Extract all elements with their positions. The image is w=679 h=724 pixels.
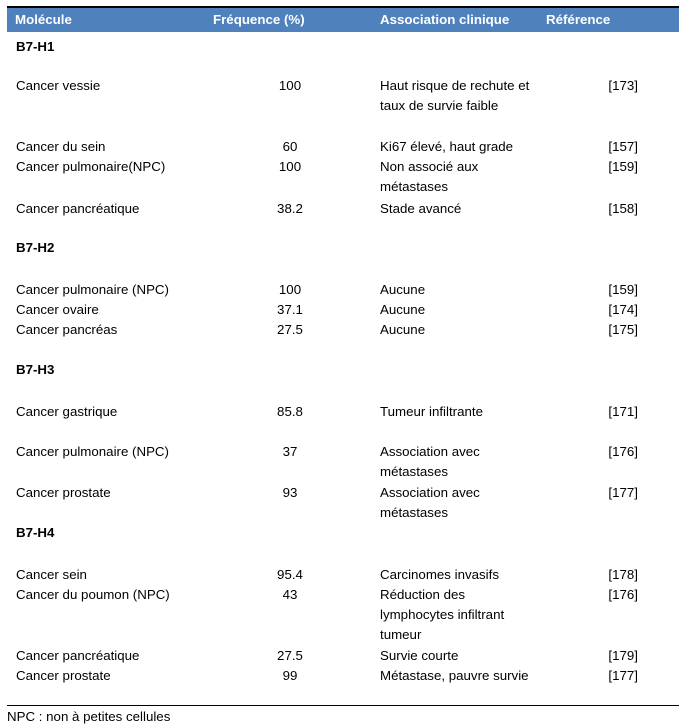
group-label-b7-h1: B7-H1 bbox=[16, 39, 55, 54]
cell-reference: [157] bbox=[608, 139, 638, 154]
cell-frequency: 37.1 bbox=[277, 302, 303, 317]
cell-frequency: 27.5 bbox=[277, 648, 303, 663]
cell-association: Non associé aux métastases bbox=[380, 159, 479, 194]
cell-association: Ki67 élevé, haut grade bbox=[380, 139, 514, 154]
cell-association: Aucune bbox=[380, 302, 426, 317]
cell-molecule: Cancer pulmonaire(NPC) bbox=[16, 159, 166, 174]
cell-molecule: Cancer sein bbox=[16, 567, 87, 582]
header-frequency: Fréquence (%) bbox=[213, 12, 305, 27]
cell-molecule: Cancer pancréas bbox=[16, 322, 118, 337]
header-molecule: Molécule bbox=[15, 12, 72, 27]
cell-molecule: Cancer pulmonaire (NPC) bbox=[16, 282, 169, 297]
table-header bbox=[7, 8, 679, 32]
cell-molecule: Cancer ovaire bbox=[16, 302, 99, 317]
cell-association: Association avec métastases bbox=[380, 444, 480, 479]
cell-molecule: Cancer gastrique bbox=[16, 404, 118, 419]
cell-reference: [173] bbox=[608, 78, 638, 93]
cell-molecule: Cancer prostate bbox=[16, 485, 111, 500]
cell-reference: [178] bbox=[608, 567, 638, 582]
cell-association: Association avec métastases bbox=[380, 485, 480, 520]
cell-association: Aucune bbox=[380, 322, 426, 337]
cell-association: Réduction des lymphocytes infiltrant tumeur bbox=[380, 587, 505, 642]
cell-association: Stade avancé bbox=[380, 201, 462, 216]
cell-reference: [177] bbox=[608, 485, 638, 500]
cell-reference: [159] bbox=[608, 282, 638, 297]
cell-association: Carcinomes invasifs bbox=[380, 567, 499, 582]
group-label-b7-h2: B7-H2 bbox=[16, 240, 55, 255]
cell-frequency: 95.4 bbox=[277, 567, 303, 582]
cell-molecule: Cancer prostate bbox=[16, 668, 111, 683]
cell-molecule: Cancer pancréatique bbox=[16, 648, 140, 663]
cell-reference: [176] bbox=[608, 444, 638, 459]
cell-association: Aucune bbox=[380, 282, 426, 297]
cell-frequency: 60 bbox=[282, 139, 298, 154]
cell-association: Tumeur infiltrante bbox=[380, 404, 483, 419]
cell-reference: [176] bbox=[608, 587, 638, 602]
cell-reference: [171] bbox=[608, 404, 638, 419]
header-reference: Référence bbox=[546, 12, 611, 27]
cell-molecule: Cancer du poumon (NPC) bbox=[16, 587, 170, 602]
cell-frequency: 37 bbox=[282, 444, 298, 459]
header-association: Association clinique bbox=[380, 12, 510, 27]
table-footnote: NPC : non à petites cellules bbox=[7, 709, 171, 724]
cell-frequency: 27.5 bbox=[277, 322, 303, 337]
cell-molecule: Cancer pulmonaire (NPC) bbox=[16, 444, 169, 459]
cell-frequency: 100 bbox=[278, 159, 302, 174]
cell-reference: [175] bbox=[608, 322, 638, 337]
cell-reference: [174] bbox=[608, 302, 638, 317]
cell-frequency: 100 bbox=[278, 78, 302, 93]
cell-reference: [159] bbox=[608, 159, 638, 174]
cell-association: Métastase, pauvre survie bbox=[380, 668, 529, 683]
cell-frequency: 100 bbox=[278, 282, 302, 297]
group-label-b7-h4: B7-H4 bbox=[16, 525, 55, 540]
table-bottom-rule bbox=[7, 705, 679, 706]
cell-frequency: 99 bbox=[282, 668, 298, 683]
cell-frequency: 85.8 bbox=[277, 404, 303, 419]
group-label-b7-h3: B7-H3 bbox=[16, 362, 55, 377]
cell-molecule: Cancer vessie bbox=[16, 78, 101, 93]
cell-molecule: Cancer du sein bbox=[16, 139, 106, 154]
cell-reference: [177] bbox=[608, 668, 638, 683]
cell-reference: [158] bbox=[608, 201, 638, 216]
cell-reference: [179] bbox=[608, 648, 638, 663]
cell-association: Survie courte bbox=[380, 648, 459, 663]
cell-association: Haut risque de rechute et taux de survie faible bbox=[380, 78, 530, 113]
cell-molecule: Cancer pancréatique bbox=[16, 201, 140, 216]
cell-frequency: 43 bbox=[282, 587, 298, 602]
cell-frequency: 93 bbox=[282, 485, 298, 500]
cell-frequency: 38.2 bbox=[277, 201, 303, 216]
